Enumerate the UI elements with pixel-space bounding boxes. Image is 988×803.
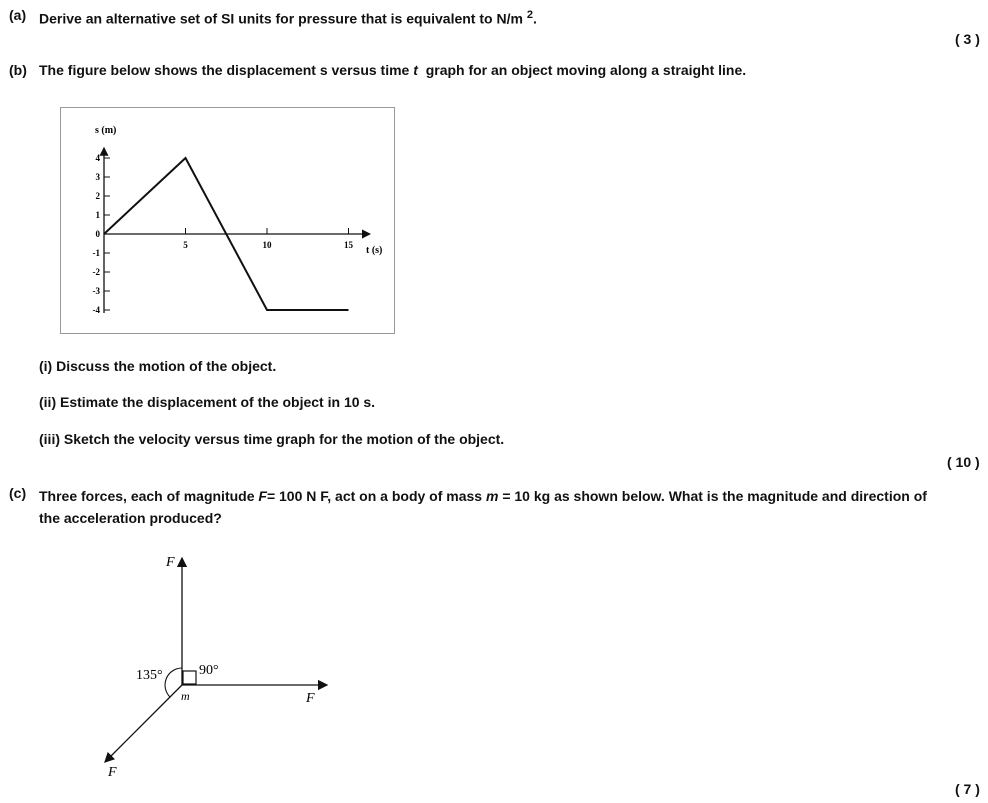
y-tick-label: -3 xyxy=(92,286,100,296)
part-a-text: Derive an alternative set of SI units for pressure that is equivalent to N/m xyxy=(39,10,523,27)
part-b-sub-i: (i) Discuss the motion of the object. xyxy=(39,358,277,374)
y-tick-label: 2 xyxy=(95,191,100,201)
right-angle-marker xyxy=(183,671,196,684)
force-diagonal-label: F xyxy=(108,765,117,780)
force-up-label: F xyxy=(166,555,175,570)
part-c-text-2: = 100 N F, act on a body of mass xyxy=(266,488,483,504)
displacement-time-graph xyxy=(60,107,395,334)
x-tick-label: 5 xyxy=(183,240,188,250)
part-a-label: (a) xyxy=(9,7,27,23)
y-tick-label: 0 xyxy=(95,229,100,239)
part-c-var-f: F xyxy=(258,488,267,504)
force-diagonal-arrow xyxy=(105,685,182,762)
part-a-question xyxy=(39,9,537,27)
part-b-label: (b) xyxy=(9,62,27,78)
part-a-marks: ( 3 ) xyxy=(955,31,980,47)
part-c-text-1: Three forces, each of magnitude xyxy=(39,488,255,504)
y-tick-label: 3 xyxy=(95,172,100,182)
x-tick-label: 15 xyxy=(344,240,353,250)
part-c-var-m: m xyxy=(485,488,499,504)
part-b-sub-iii: (iii) Sketch the velocity versus time graph for the motion of the object. xyxy=(39,431,505,447)
x-tick-label: 10 xyxy=(262,240,272,250)
part-b-marks: ( 10 ) xyxy=(947,454,980,470)
displacement-time-chart xyxy=(61,108,394,333)
y-tick-label: 1 xyxy=(95,210,100,220)
part-b-sub-ii: (ii) Estimate the displacement of the object in 10 s. xyxy=(39,394,376,410)
part-c-text-3: = 10 kg as shown below. What is the magnitude and direction of xyxy=(502,488,927,504)
part-b-text-mid: versus time xyxy=(331,62,410,78)
part-b-var-s: s xyxy=(319,62,328,78)
y-axis-label: s (m) xyxy=(95,125,117,136)
part-b-text-after: graph for an object moving along a straight line. xyxy=(425,62,747,78)
y-tick-label: -2 xyxy=(92,267,100,277)
part-c-text-4: the acceleration produced? xyxy=(39,510,222,526)
part-a-end: . xyxy=(532,10,537,27)
x-axis-label: t (s) xyxy=(366,245,383,256)
part-a-superscript: 2 xyxy=(526,9,533,21)
angle-90-label: 90° xyxy=(199,663,219,678)
part-c-marks: ( 7 ) xyxy=(955,781,980,797)
force-diagram xyxy=(95,540,345,780)
mass-label: m xyxy=(181,689,190,703)
part-b-question xyxy=(39,62,746,78)
y-tick-label: -1 xyxy=(92,248,100,258)
y-tick-label: 4 xyxy=(95,153,100,163)
part-b-var-t: t xyxy=(413,62,418,78)
part-c-question xyxy=(39,485,984,529)
angle-135-label: 135° xyxy=(136,668,163,683)
part-c-label: (c) xyxy=(9,485,27,501)
part-b-text-before: The figure below shows the displacement xyxy=(39,62,316,78)
y-tick-label: -4 xyxy=(92,305,100,315)
force-right-label: F xyxy=(306,691,315,706)
